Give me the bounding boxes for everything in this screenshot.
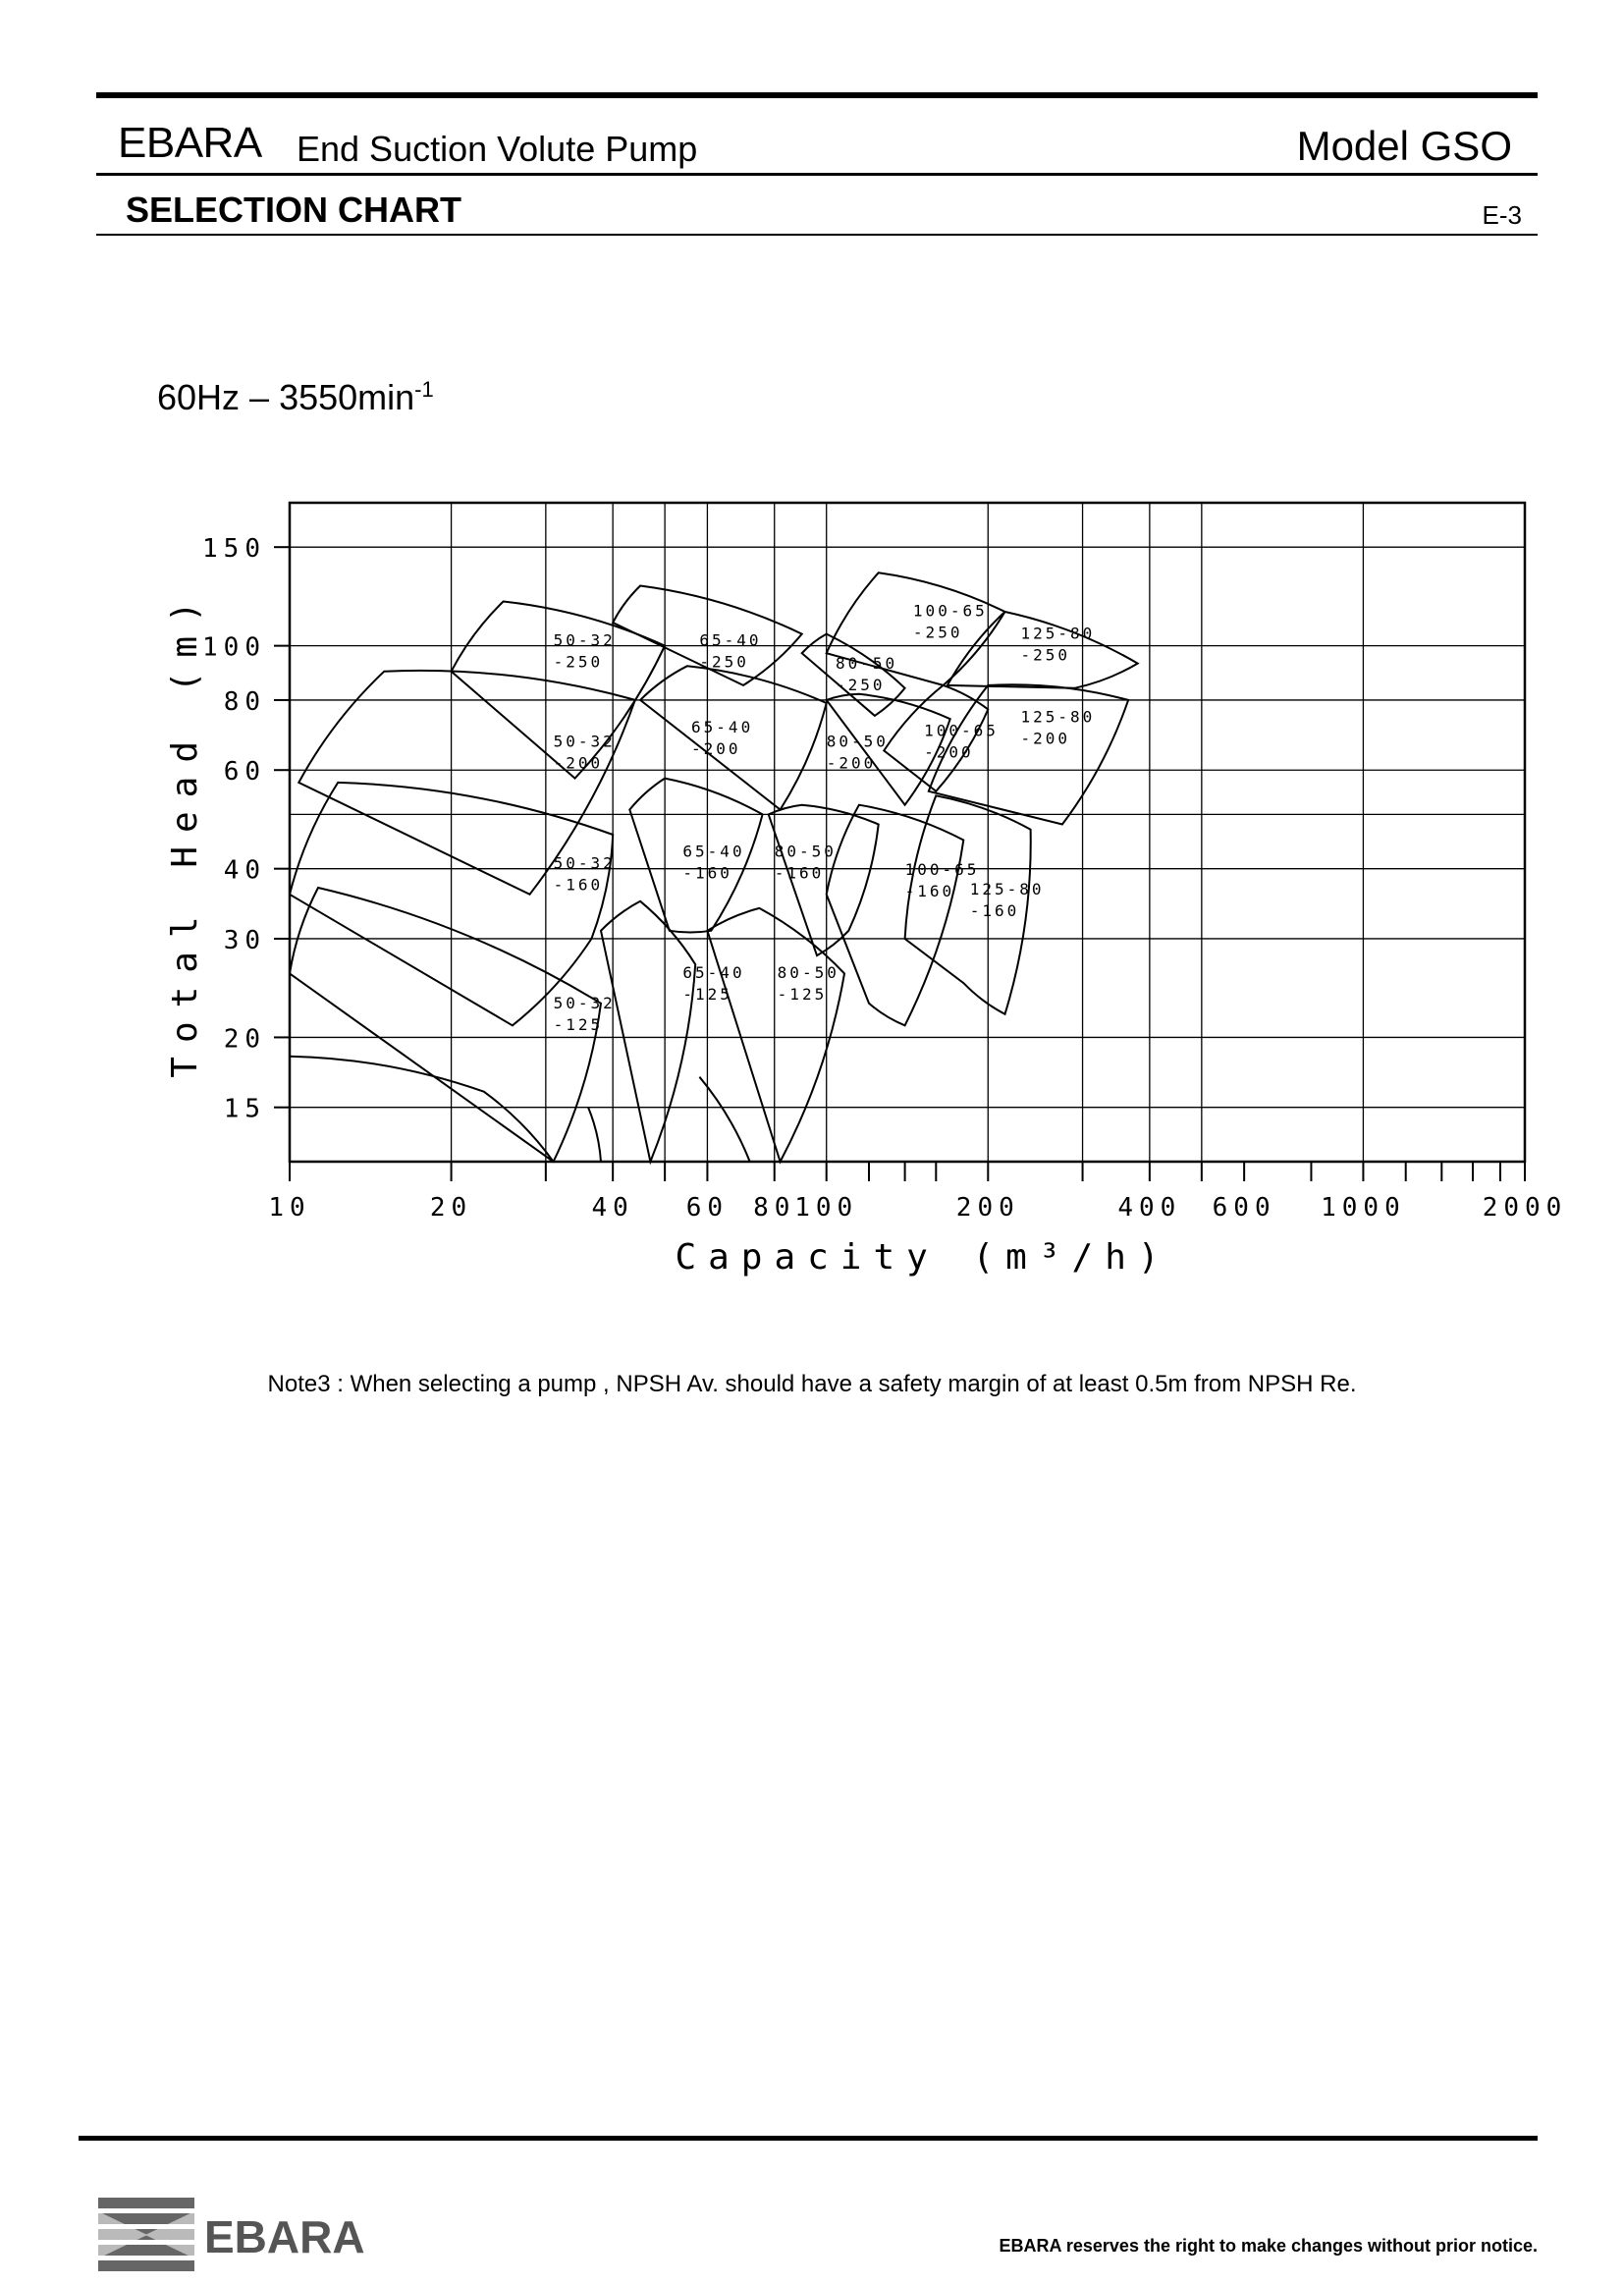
y-axis-label: Total Head (m): [165, 587, 205, 1078]
region-label: 50-32: [553, 853, 616, 873]
region-label: 65-40: [699, 630, 762, 650]
region-label: -250: [912, 623, 963, 642]
region-label: -160: [969, 900, 1020, 920]
region-80-50-125: [707, 908, 844, 1162]
region-label: 80-50: [777, 963, 839, 983]
footer-notice: EBARA reserves the right to make changes without prior notice.: [999, 2236, 1538, 2256]
region-100-65-160: [827, 805, 964, 1026]
x-tick-label: 10: [268, 1193, 311, 1223]
x-tick-label: 2000: [1482, 1193, 1568, 1223]
region-50-32-250: [452, 602, 665, 779]
y-tick-label: 30: [223, 925, 266, 955]
region-label: 125-80: [1020, 707, 1096, 727]
region-label: -200: [924, 742, 974, 762]
y-tick-label: 100: [202, 632, 266, 663]
selection-note: Note3 : When selecting a pump , NPSH Av. should have a safety margin of at least 0.5m from NPSH Re.: [267, 1371, 1357, 1397]
region-label: -200: [1020, 729, 1071, 748]
region-label: 50-32: [553, 994, 616, 1013]
ebara-logo: [98, 2192, 383, 2276]
region-label: -160: [553, 875, 604, 895]
ebara-logo-mark: [98, 2198, 194, 2271]
region-65-40-200: [640, 666, 827, 809]
region-label: -160: [682, 863, 732, 883]
frequency-superscript: -1: [414, 377, 434, 402]
region-label: 125-80: [1020, 624, 1096, 643]
y-tick-label: 15: [223, 1094, 266, 1124]
region-label: -125: [777, 985, 828, 1005]
region-65-40-125: [601, 901, 695, 1162]
region-label: -200: [826, 753, 877, 773]
region-label: 80-50: [836, 654, 898, 674]
y-tick-label: 20: [223, 1024, 266, 1055]
region-label: 65-40: [682, 963, 745, 983]
footer-rule: [79, 2136, 1538, 2141]
region-label: -160: [774, 863, 825, 883]
plot-frame: [290, 503, 1525, 1162]
region-label: 65-40: [682, 842, 745, 861]
chart-ticks: [202, 534, 1567, 1223]
y-tick-label: 150: [202, 534, 266, 565]
model-name: Model GSO: [1296, 123, 1512, 169]
region-label: -250: [553, 652, 604, 672]
region-65-40-125-lower: [588, 1108, 601, 1162]
ebara-logo-wordmark: EBARA: [204, 2211, 365, 2262]
y-tick-label: 60: [223, 757, 266, 788]
y-tick-label: 40: [223, 855, 266, 886]
y-tick-label: 80: [223, 686, 266, 717]
x-tick-label: 600: [1212, 1193, 1276, 1223]
chart-regions: [290, 572, 1138, 1162]
section-title: SELECTION CHART: [126, 190, 461, 230]
region-label: -250: [1020, 645, 1071, 665]
x-tick-label: 200: [955, 1193, 1020, 1223]
region-label: 50-32: [553, 732, 616, 751]
x-tick-label: 80: [753, 1193, 796, 1223]
region-50-32-125-lower: [290, 1057, 554, 1162]
region-label: -125: [553, 1015, 604, 1035]
region-label: 50-32: [553, 630, 616, 650]
region-label: 100-65: [924, 721, 999, 740]
region-label: -250: [699, 652, 749, 672]
frequency-main: 60Hz – 3550min: [157, 377, 415, 417]
x-axis-label: Capacity (m³/h): [675, 1237, 1171, 1278]
region-label: -250: [836, 676, 886, 695]
region-label: -160: [904, 881, 955, 900]
region-label: 80-50: [774, 842, 837, 861]
region-label: -200: [553, 753, 604, 773]
region-label: 100-65: [912, 601, 988, 621]
document-subtitle: End Suction Volute Pump: [297, 129, 698, 169]
region-label: 100-65: [904, 859, 980, 879]
x-tick-label: 100: [794, 1193, 859, 1223]
page-code: E-3: [1482, 200, 1522, 230]
region-label: -200: [691, 739, 741, 759]
x-tick-label: 1000: [1321, 1193, 1406, 1223]
region-label: 65-40: [691, 718, 754, 737]
x-tick-label: 400: [1117, 1193, 1182, 1223]
region-label: 80-50: [826, 732, 889, 751]
region-label: -125: [682, 985, 732, 1005]
x-tick-label: 60: [685, 1193, 730, 1223]
brand-name: EBARA: [118, 119, 262, 167]
region-label: 125-80: [969, 879, 1045, 898]
x-tick-label: 20: [429, 1193, 473, 1223]
x-tick-label: 40: [591, 1193, 634, 1223]
chart-grid: [290, 503, 1525, 1162]
